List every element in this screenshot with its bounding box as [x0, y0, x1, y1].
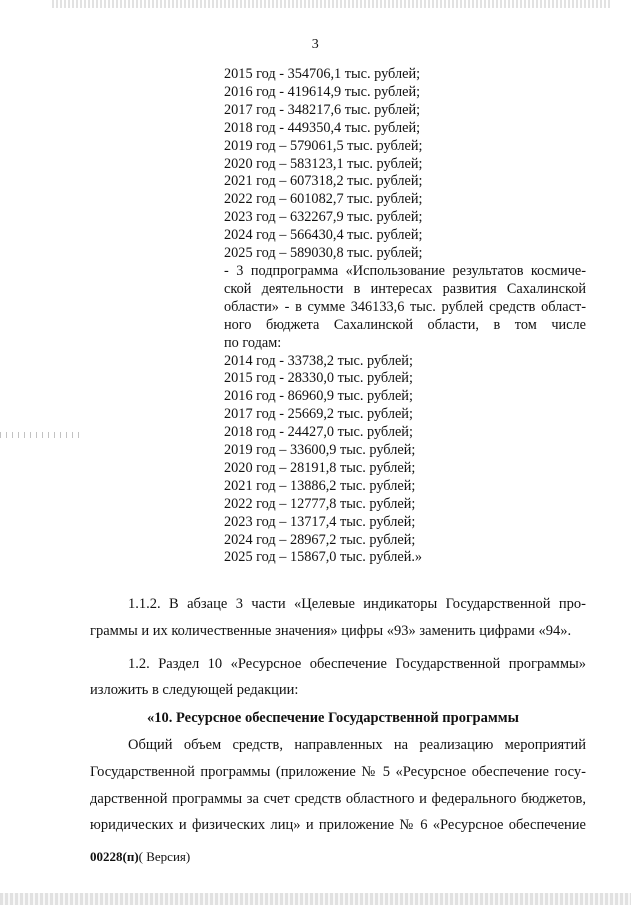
subprogram-line: ного бюджета Сахалинской области, в том числе	[224, 316, 586, 333]
year-line: 2019 год – 579061,5 тыс. рублей;	[224, 137, 423, 154]
year-line: 2017 год - 348217,6 тыс. рублей;	[224, 101, 421, 118]
year-line: 2022 год – 601082,7 тыс. рублей;	[224, 191, 423, 208]
paragraph-1-1-2-line: 1.1.2. В абзаце 3 части «Целевые индикаторы Государственной про-	[128, 596, 586, 612]
subprogram-line: ской деятельности в интересах развития Сахалинской	[224, 280, 586, 297]
scan-bottom-edge	[0, 893, 631, 905]
paragraph-1-2-line: изложить в следующей редакции:	[90, 682, 299, 698]
year-line: 2020 год – 583123,1 тыс. рублей;	[224, 155, 423, 172]
year-line: 2019 год – 33600,9 тыс. рублей;	[224, 442, 416, 459]
year-line: 2014 год - 33738,2 тыс. рублей;	[224, 352, 413, 369]
paragraph-1-2-line: 1.2. Раздел 10 «Ресурсное обеспечение Государственной программы»	[128, 656, 586, 672]
year-line: 2018 год - 24427,0 тыс. рублей;	[224, 424, 413, 441]
year-line: 2020 год – 28191,8 тыс. рублей;	[224, 459, 416, 476]
year-line: 2017 год - 25669,2 тыс. рублей;	[224, 406, 413, 423]
year-line: 2025 год – 589030,8 тыс. рублей;	[224, 245, 423, 262]
body-paragraph-line: Государственной программы (приложение № 5 «Ресурсное обеспечение госу-	[90, 764, 586, 780]
year-line: 2023 год – 13717,4 тыс. рублей;	[224, 513, 416, 530]
year-line: 2024 год – 566430,4 тыс. рублей;	[224, 227, 423, 244]
year-line: 2016 год - 419614,9 тыс. рублей;	[224, 83, 421, 100]
year-line: 2024 год – 28967,2 тыс. рублей;	[224, 531, 416, 548]
scan-top-edge	[52, 0, 612, 8]
document-code: 00228(п)	[90, 849, 139, 864]
body-paragraph-line: юридических и физических лиц» и приложение № 6 «Ресурсное обеспечение	[90, 817, 586, 833]
subprogram-line: области» - в сумме 346133,6 тыс. рублей средств област-	[224, 298, 586, 315]
year-line: 2015 год - 354706,1 тыс. рублей;	[224, 66, 421, 82]
year-line: 2016 год - 86960,9 тыс. рублей;	[224, 388, 413, 405]
body-paragraph-line: Общий объем средств, направленных на реализацию мероприятий	[128, 737, 586, 753]
paragraph-1-1-2-line: граммы и их количественные значения» цифры «93» заменить цифрами «94».	[90, 623, 572, 639]
document-version: ( Версия)	[138, 849, 191, 864]
year-line: 2015 год - 28330,0 тыс. рублей;	[224, 370, 413, 387]
page-number: 3	[311, 37, 320, 52]
year-line: 2021 год – 13886,2 тыс. рублей;	[224, 477, 416, 494]
document-footer	[90, 849, 190, 865]
year-line: 2021 год – 607318,2 тыс. рублей;	[224, 173, 423, 190]
year-line: 2018 год - 449350,4 тыс. рублей;	[224, 119, 421, 136]
subprogram-line: по годам:	[224, 334, 282, 351]
body-paragraph-line: дарственной программы за счет средств областного и федерального бюджетов,	[90, 791, 586, 807]
year-line: 2022 год – 12777,8 тыс. рублей;	[224, 495, 416, 512]
scan-margin-marks	[0, 432, 82, 438]
year-line: 2025 год – 15867,0 тыс. рублей.»	[224, 549, 423, 566]
year-line: 2023 год – 632267,9 тыс. рублей;	[224, 209, 423, 226]
subprogram-line: - 3 подпрограмма «Использование результатов космиче-	[224, 262, 586, 279]
funding-list	[224, 66, 586, 567]
section-heading: «10. Ресурсное обеспечение Государственной программы	[147, 710, 519, 726]
